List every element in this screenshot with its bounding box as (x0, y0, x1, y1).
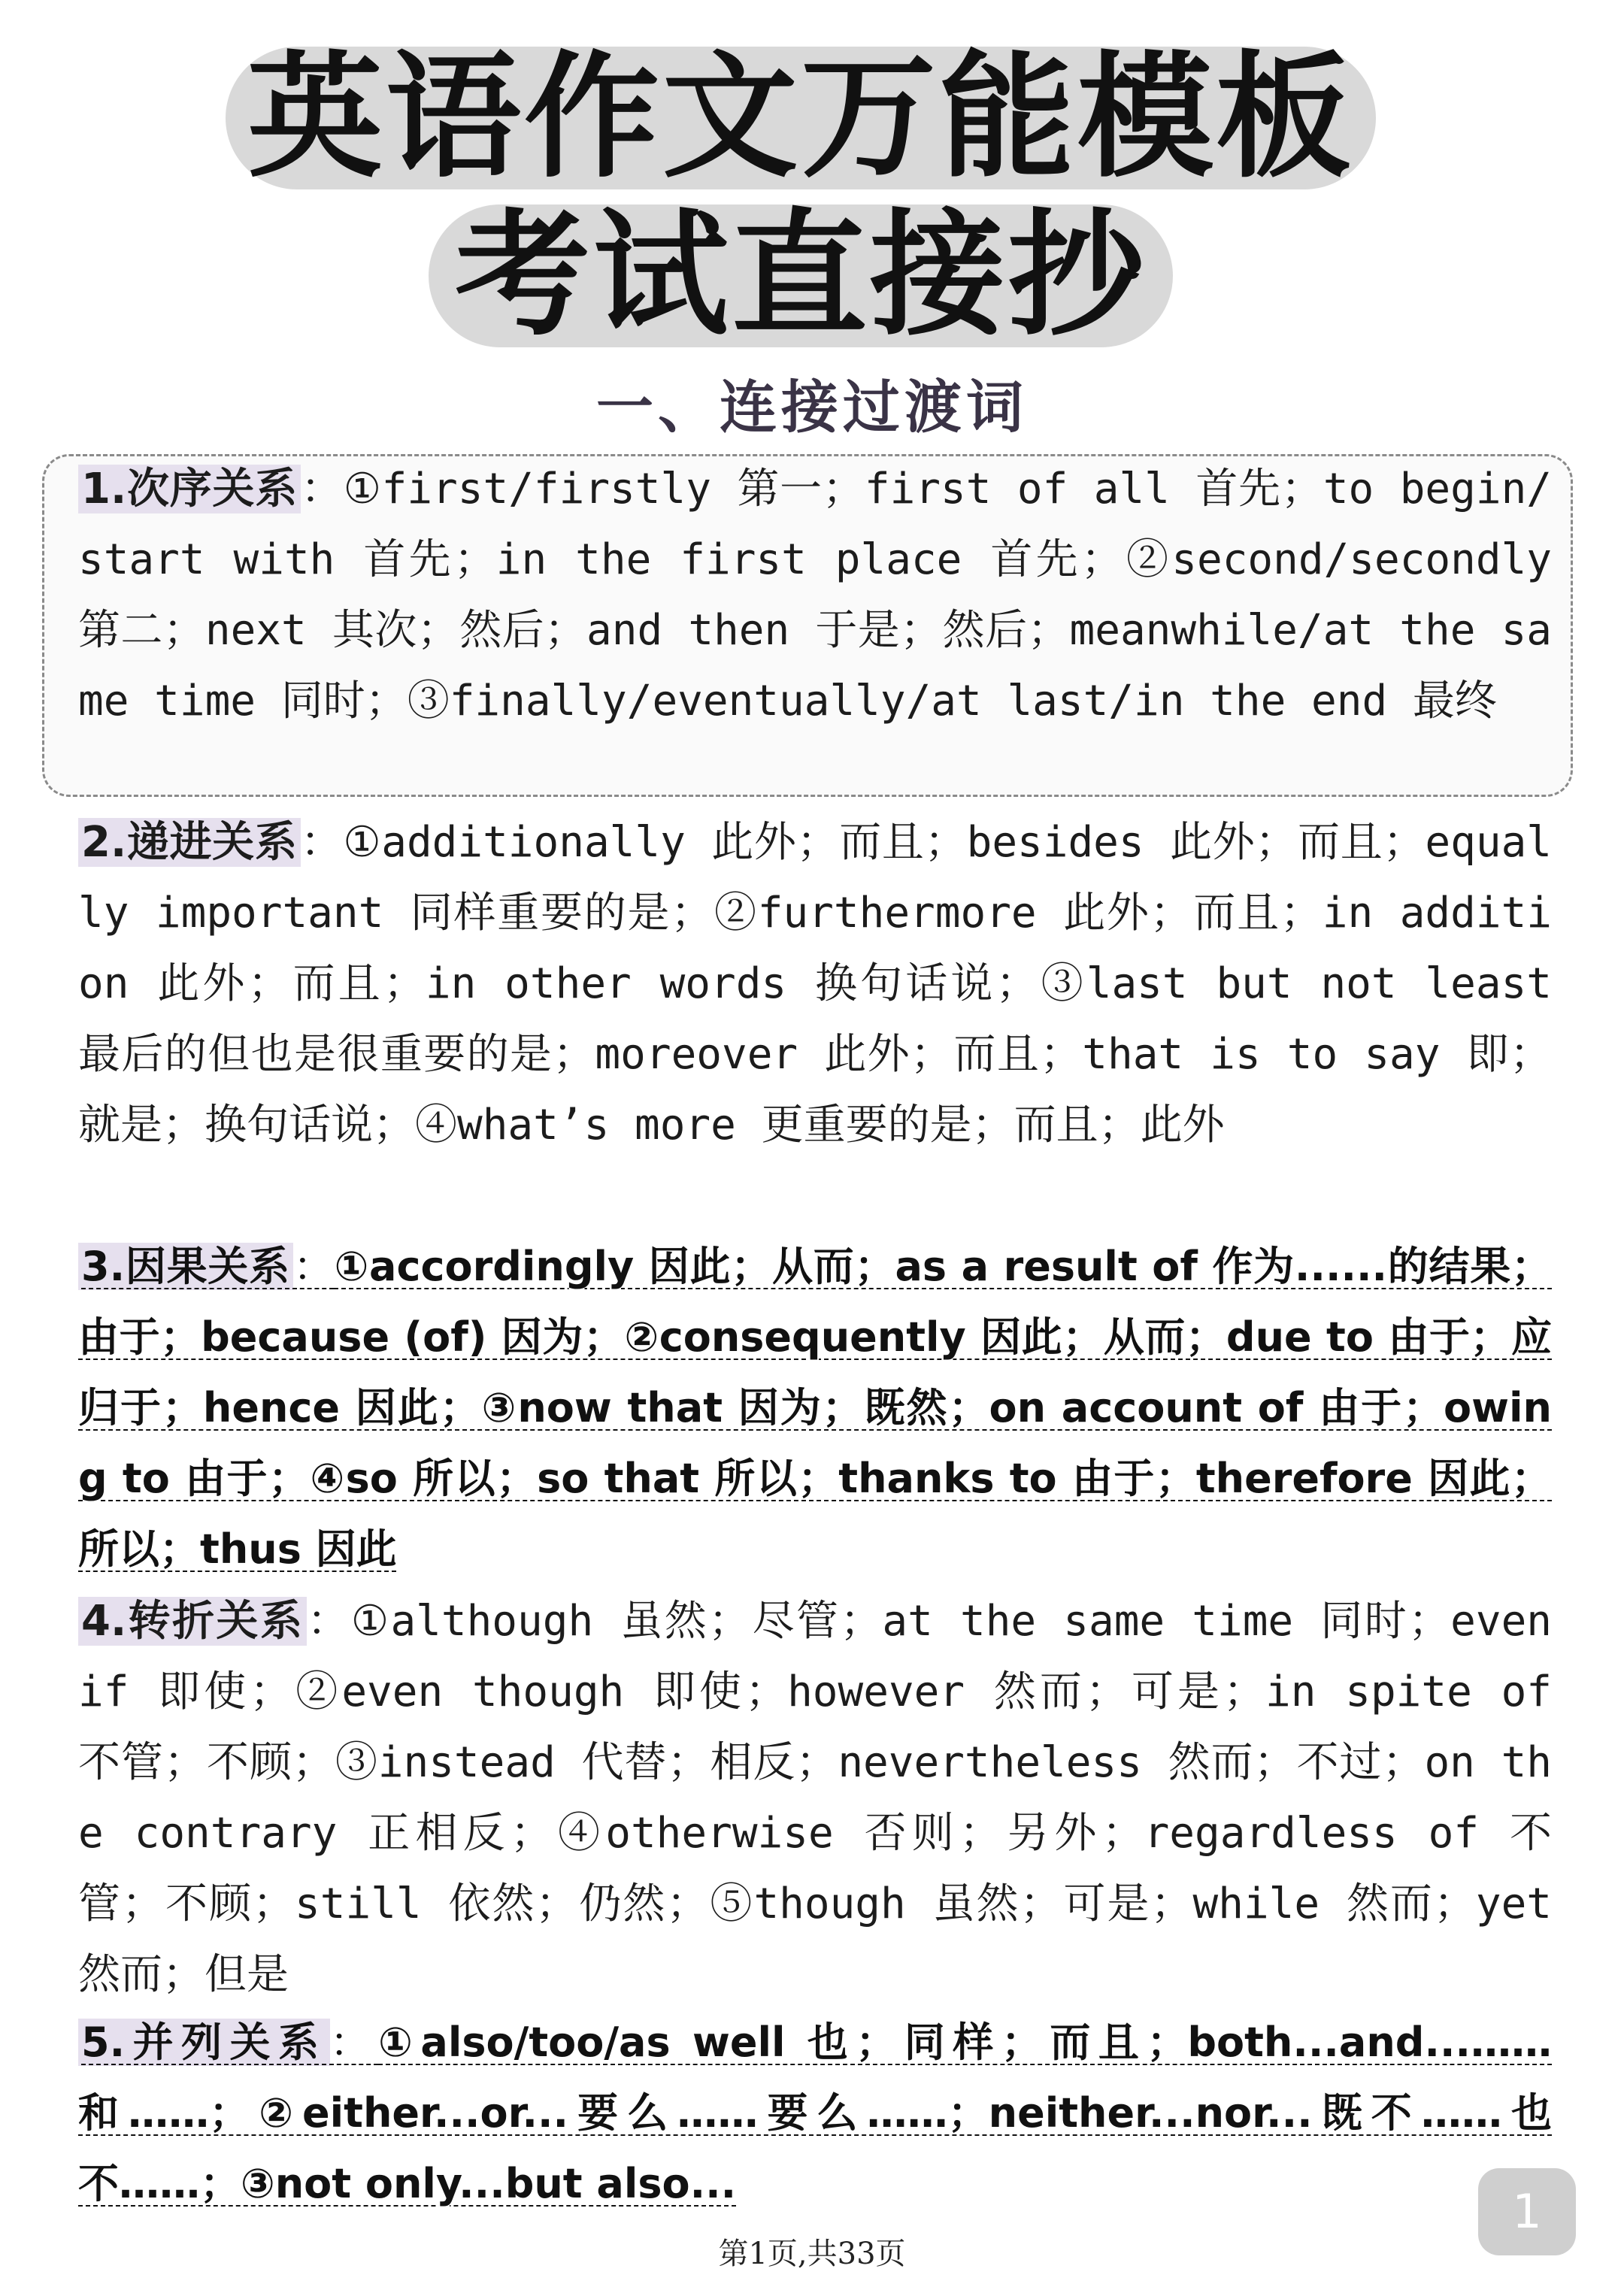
paragraph-label: 2.递进关系 (78, 818, 301, 867)
title-line-2: 考试直接抄 (429, 204, 1173, 347)
label-colon: ： (300, 465, 344, 513)
label-colon: ： (292, 1243, 335, 1290)
paragraph-label: 5.并列关系 (78, 2019, 330, 2066)
paragraph-label: 1.次序关系 (78, 465, 301, 513)
paragraph-progression (78, 807, 1552, 1161)
label-colon: ： (307, 1597, 351, 1646)
paragraph-body: ①although 虽然；尽管；at the same time 同时；even if 即使；②even though 即使；however 然而；可是；in spite of 不管；不顾；③instead 代替；相反；nevertheless 然而；不过；on the contrary 正相反；④otherwise 否则；另外；regardless of 不管；不顾；still 依然；仍然；⑤though 虽然；可是；while 然而；yet 然而；但是 (78, 1597, 1552, 1999)
paragraph-label: 4.转折关系 (78, 1597, 307, 1646)
paragraph-contrast (78, 1586, 1552, 2010)
paragraph-body: ①additionally 此外；而且；besides 此外；而且；equally important 同样重要的是；②furthermore 此外；而且；in addition 此外；而且；in other words 换句话说；③last but not least 最后的但也是很重要的是；moreover 此外；而且；that is to say 即；就是；换句话说；④what’s more 更重要的是；而且；此外 (78, 818, 1552, 1150)
paragraph-body: ①first/firstly 第一；first of all 首先；to begin/start with 首先；in the first place 首先；②second/secondly 第二；next 其次；然后；and then 于是；然后；meanwhile/at the same time 同时；③finally/eventually/at last/in the end 最终 (78, 465, 1553, 725)
paragraph-label: 3.因果关系 (78, 1243, 293, 1290)
page-number-button[interactable]: 1 (1478, 2168, 1576, 2255)
paragraph-body: ①accordingly 因此；从而；as a result of 作为......的结果；由于；because (of) 因为；②consequently 因此；从而；due to 由于；应归于；hence 因此；③now that 因为；既然；on account of 由于；owing to 由于；④so 所以；so that 所以；thanks to 由于；therefore 因此；所以；thus 因此 (78, 1243, 1552, 1573)
label-colon: ： (329, 2019, 379, 2066)
page-footer: 第1页,共33页 (718, 2237, 906, 2271)
title-line-1: 英语作文万能模板 (226, 47, 1376, 189)
paragraph-sequence (78, 454, 1552, 737)
section-heading: 一、连接过渡词 (596, 374, 1028, 441)
paragraph-cause-effect (78, 1231, 1552, 1585)
paragraph-body: ①also/too/as well 也；同样；而且；both...and...……和……；②either...or...要么……要么……；neither...nor...既不……也不……；③not only...but also... (78, 2019, 1552, 2207)
paragraph-parallel (78, 2007, 1552, 2219)
label-colon: ： (300, 818, 344, 867)
